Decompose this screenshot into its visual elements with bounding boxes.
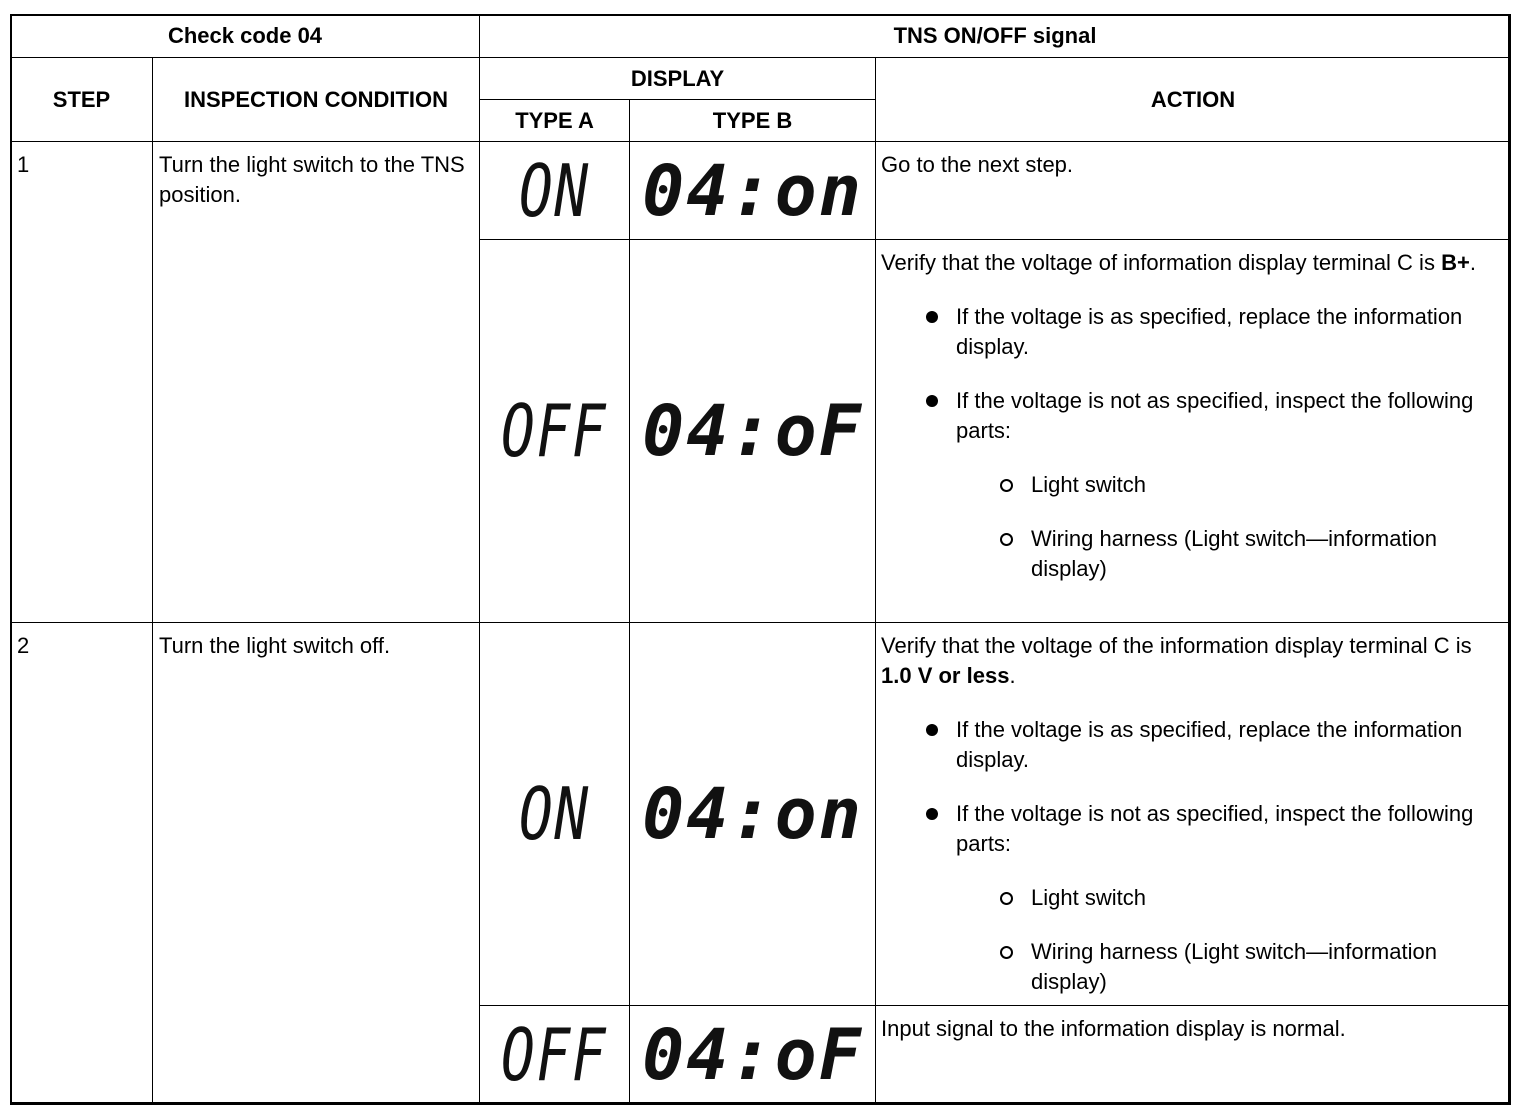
step-number: 2: [11, 623, 153, 1105]
step-number: 1: [11, 142, 153, 623]
lcd-readout: 04:on: [642, 149, 863, 232]
lcd-readout: 04:oF: [642, 1014, 863, 1096]
bullet-item: If the voltage is not as specified, inspect the following parts:: [956, 386, 1504, 446]
table-outer-border: [10, 14, 1510, 1104]
lcd-readout: ON: [519, 772, 590, 856]
spec-value: 1.0 V or less: [881, 663, 1010, 688]
type-a-header: TYPE A: [480, 100, 630, 142]
bullet-item: If the voltage is not as specified, inspect the following parts:: [956, 799, 1504, 859]
action-header: ACTION: [876, 58, 1511, 142]
display-header: DISPLAY: [480, 58, 876, 100]
signal-title: TNS ON/OFF signal: [480, 15, 1511, 58]
bullet-item: If the voltage is as specified, replace the information display.: [956, 715, 1504, 775]
intro-end: .: [1009, 663, 1016, 688]
intro-text: Verify that the voltage of the information display terminal C is: [881, 633, 1472, 658]
bullet-item: If the voltage is as specified, replace the information display.: [956, 302, 1504, 362]
lcd-readout: 04:oF: [642, 390, 863, 472]
lcd-readout: OFF: [501, 389, 608, 473]
step-header: STEP: [11, 58, 153, 142]
intro-end: .: [1469, 250, 1476, 275]
sub-bullet-item: Light switch: [1031, 883, 1504, 913]
check-code-title: Check code 04: [11, 15, 480, 58]
lcd-readout: OFF: [501, 1013, 608, 1097]
sub-bullet-item: Wiring harness (Light switch—information display): [1031, 937, 1504, 997]
lcd-readout: ON: [519, 148, 590, 233]
sub-bullet-item: Wiring harness (Light switch—information display): [1031, 524, 1504, 584]
action-text: Input signal to the information display is normal.: [881, 1016, 1346, 1041]
inspection-condition: Turn the light switch to the TNS position.: [153, 142, 480, 623]
action-text: Go to the next step.: [881, 152, 1074, 177]
spec-value: B+: [1441, 250, 1470, 275]
inspection-condition: Turn the light switch off.: [153, 623, 480, 1105]
lcd-readout: 04:on: [642, 773, 863, 855]
intro-text: Verify that the voltage of information display terminal C is: [881, 250, 1442, 275]
sub-bullet-item: Light switch: [1031, 470, 1504, 500]
condition-header: INSPECTION CONDITION: [153, 58, 480, 142]
type-b-header: TYPE B: [630, 100, 876, 142]
